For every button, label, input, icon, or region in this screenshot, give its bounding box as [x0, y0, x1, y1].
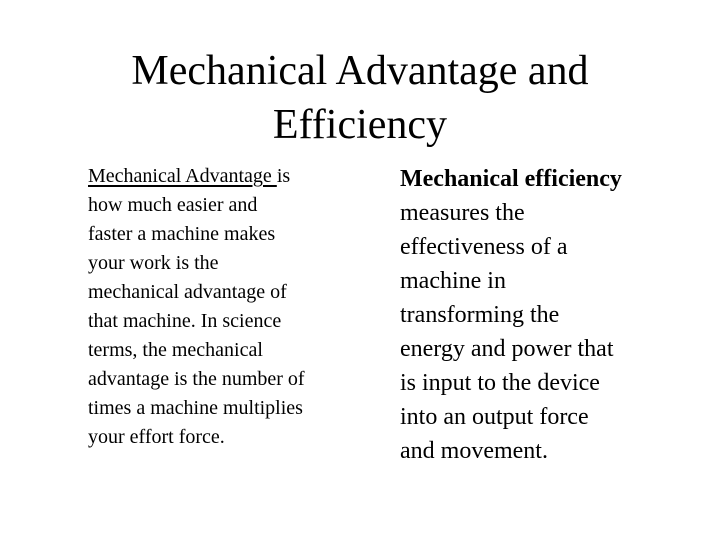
left-line-1 [88, 162, 363, 191]
left-text-line: how much easier and [88, 194, 258, 216]
left-text-line: mechanical advantage of [88, 281, 287, 303]
left-text-line: your work is the [88, 252, 219, 274]
mechanical-efficiency-term: Mechanical efficiency [400, 166, 622, 192]
right-text-line: into an output force [400, 404, 589, 430]
title-line-1: Mechanical Advantage and [131, 48, 589, 94]
right-text-line: and movement. [400, 438, 548, 464]
right-text-line: machine in [400, 268, 506, 294]
slide-title [0, 44, 720, 152]
title-line-2: Efficiency [272, 102, 448, 148]
left-text-line: that machine. In science [88, 310, 282, 332]
right-text-line: is input to the device [400, 370, 600, 396]
mechanical-advantage-column [88, 162, 363, 452]
right-text-line: transforming the [400, 302, 560, 328]
left-text-line: is [276, 165, 291, 187]
left-text-line: terms, the mechanical [88, 339, 263, 361]
mechanical-advantage-term: Mechanical Advantage [88, 165, 277, 187]
left-text-line: times a machine multiplies [88, 397, 303, 419]
right-text-line: effectiveness of a [400, 234, 568, 260]
left-text-line: your effort force. [88, 426, 225, 448]
right-text-line: measures the [400, 200, 525, 226]
right-text-line: energy and power that [400, 336, 614, 362]
left-text-line: advantage is the number of [88, 368, 305, 390]
left-text-line: faster a machine makes [88, 223, 276, 245]
mechanical-efficiency-column [400, 162, 690, 468]
